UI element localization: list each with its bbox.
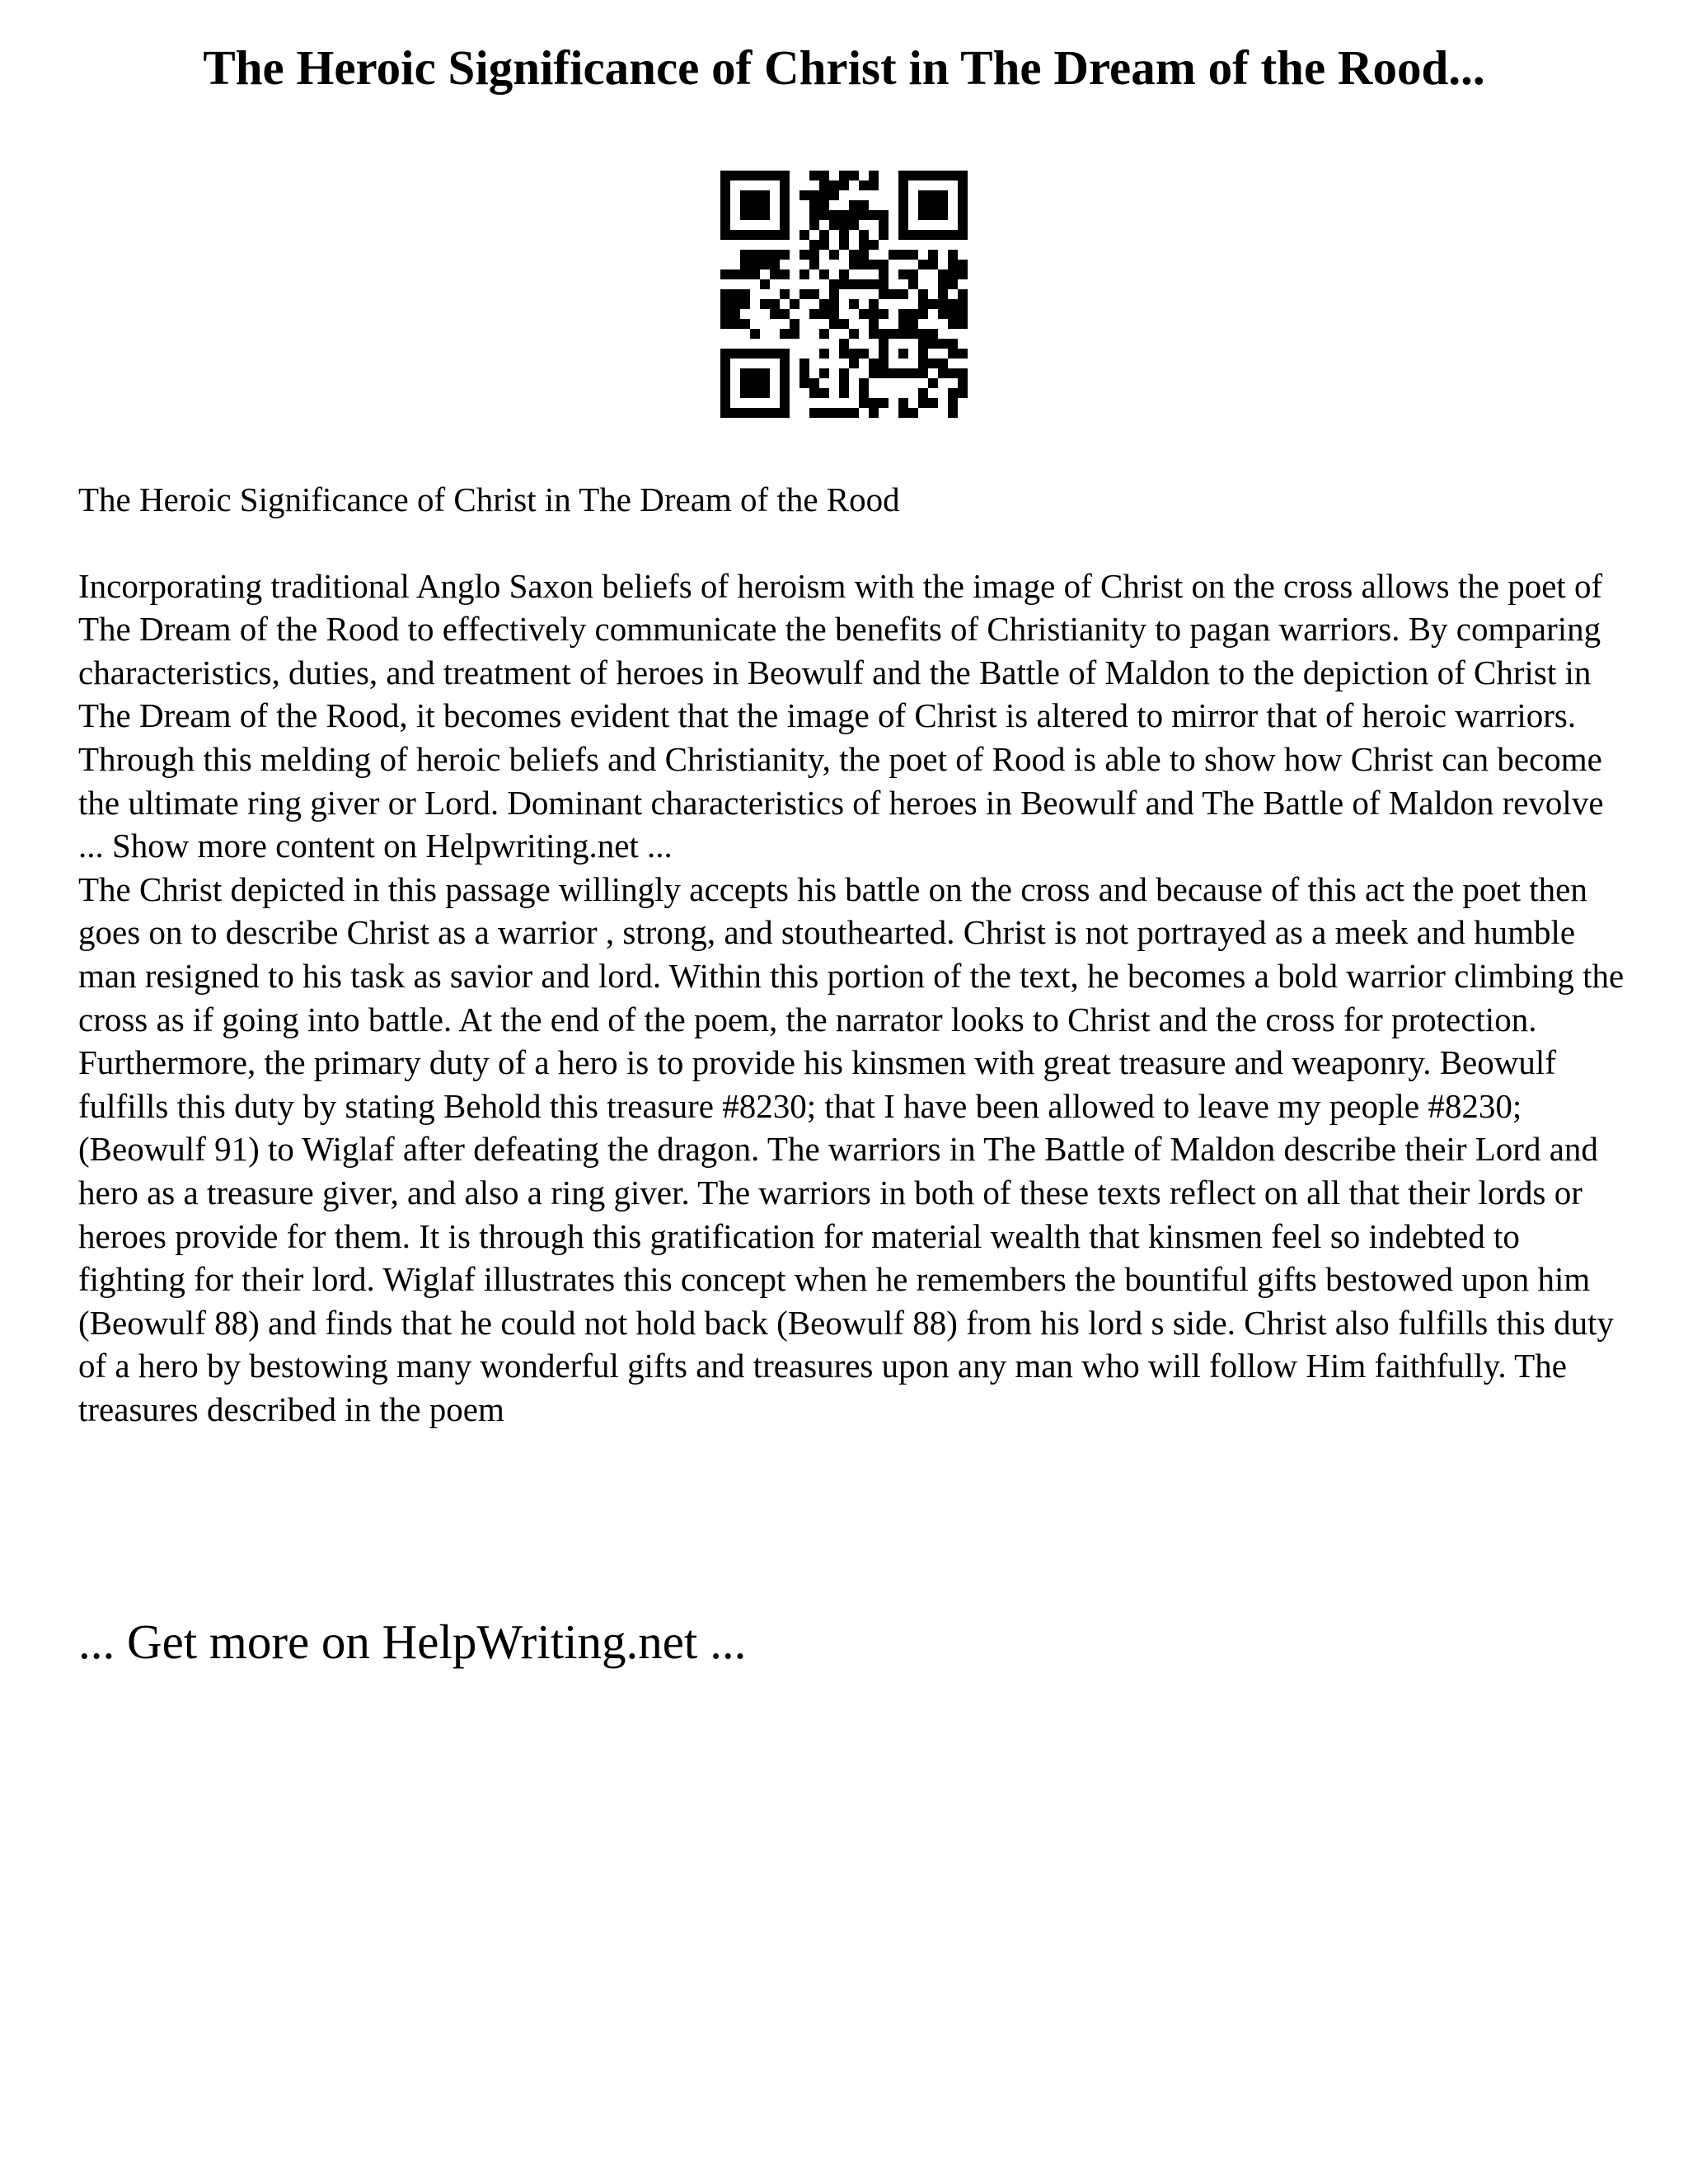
paragraph-1: Incorporating traditional Anglo Saxon beliefs of heroism with the image of Christ on the cross allows the poet of The Dream of the Rood to effectively communicate the benefits of Christianity to pagan warriors. By comparing characteristics, duties, and treatment of heroes in Beowulf and the Battle of Maldon to the depiction of Christ in The Dream of the Rood, it becomes evident that the image of Christ is altered to mirror that of heroic warriors. Through this melding of heroic beliefs and Christianity, the poet of Rood is able to show how Christ can become the ultimate ring giver or Lord. Dominant characteristics of heroes in Beowulf and The Battle of Maldon revolve ... Show more content on Helpwriting.net ... [78,566,1604,865]
page-title: The Heroic Significance of Christ in The Dream of the Rood... [203,40,1485,95]
paragraph-3: Furthermore, the primary duty of a hero is to provide his kinsmen with great treasure and weaponry. Beowulf fulfills this duty by stating Behold this treasure #8230; that I have been allowed to leave my people #8230; (Beowulf 91) to Wiglaf after defeating the dragon. The warriors in The Battle of Maldon describe their Lord and hero as a treasure giver, and also a ring giver. The warriors in both of these texts reflect on all that their lords or heroes provide for them. It is through this gratification for material wealth that kinsmen feel so indebted to fighting for their lord. Wiglaf illustrates this concept when he remembers the bountiful gifts bestowed upon him (Beowulf 88) and finds that he could not hold back (Beowulf 88) from his lord s side. Christ also fulfills this duty of a hero by bestowing many wonderful gifts and treasures upon any man who will follow Him faithfully. The treasures described in the poem [78,1043,1614,1428]
document-subtitle: The Heroic Significance of Christ in The Dream of the Rood [78,480,900,518]
document-body [78,478,1628,1431]
paragraph-2: The Christ depicted in this passage willingly accepts his battle on the cross and because of this act the poet then goes on to describe Christ as a warrior , strong, and stouthearted. Christ is not portrayed as a meek and humble man resigned to his task as savior and lord. Within this portion of the text, he becomes a bold warrior climbing the cross as if going into battle. At the end of the poem, the narrator looks to Christ and the cross for protection. [78,869,1625,1038]
get-more-link[interactable]: ... Get more on HelpWriting.net ... [78,1615,747,1669]
qr-code-icon [720,171,968,418]
